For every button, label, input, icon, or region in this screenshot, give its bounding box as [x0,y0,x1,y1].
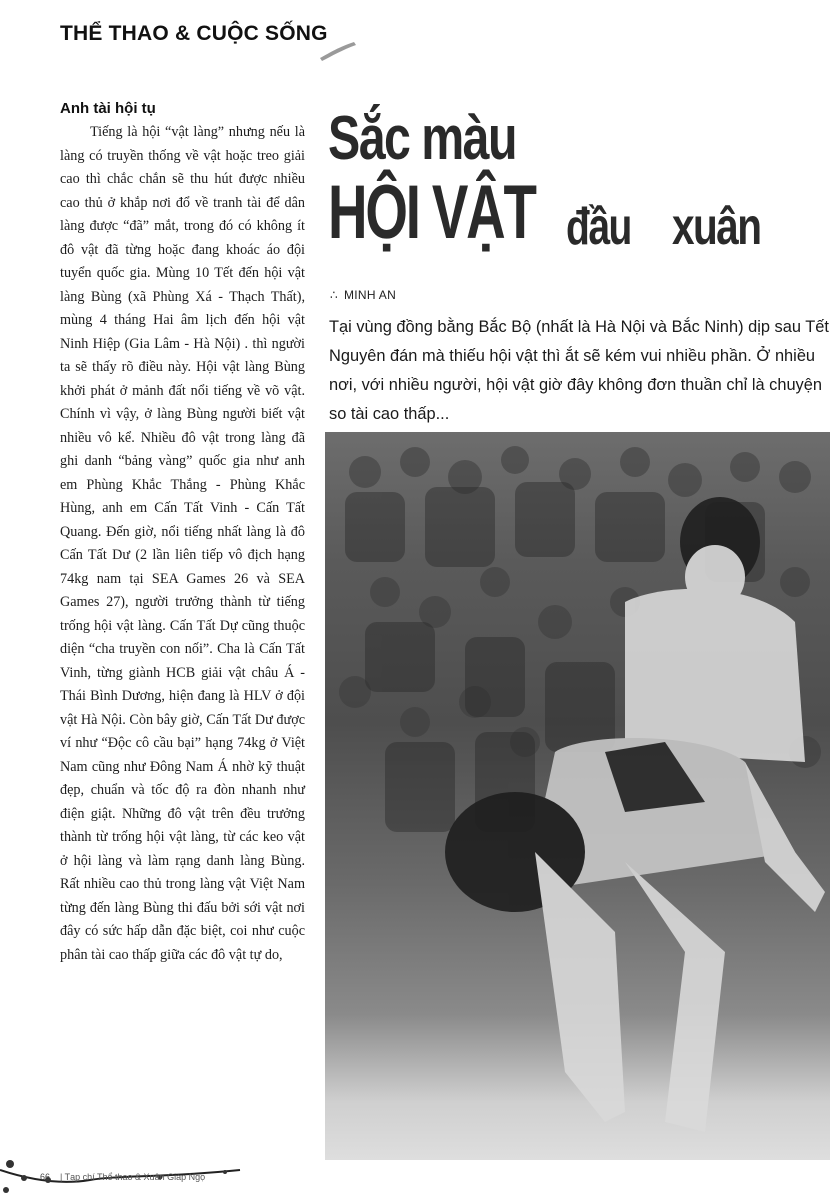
author-name: MINH AN [343,288,397,302]
title-line-1: Sắc màu [328,104,517,173]
body-text: Tiếng là hội “vật làng” nhưng nếu là làng có truyền thống về vật hoặc treo giải cao thì chắc chắn sẽ thu hút được nhiều cao thủ ở khắp nơi đổ về tranh tài để dân làng được “đã” mắt, trong đó có không ít đô vật đã từng hoặc đang khoác áo đội tuyển quốc gia. Mùng 10 Tết đến hội vật làng Bùng (xã Phùng Xá - Thạch Thất), mùng 4 tháng Hai âm lịch đến hội vật Ninh Hiệp (Gia Lâm - Hà Nội) . thì người ta sẽ thấy rõ điều này. Hội vật làng Bùng khởi phát ở mảnh đất nổi tiếng về võ vật. Chính vì vậy, ở làng Bùng người biết vật nhiều vô kể. Nhiều đô vật trong làng đã ghi danh “bảng vàng” quốc gia như anh em Phùng Khắc Thắng - Phùng Khắc Hùng, anh em Cấn Tất Vinh - Cấn Tất Quang. Đến giờ, nổi tiếng nhất làng là đô Cấn Tất Dư (2 lần liên tiếp vô địch hạng 74kg nam tại SEA Games 26 và SEA Games 27), người trưởng thành từ tiếng trống hội vật làng. Cấn Tất Dự cũng thuộc diện “cha truyền con nối”. Cha là Cấn Tất Vinh, từng giành HCB giải vật châu Á - Thái Bình Dương, hiện đang là HLV ở đội vật Hà Nội. Còn bây giờ, Cấn Tất Dư được ví như “Độc cô cầu bại” hạng 74kg ở Việt Nam cũng như Đông Nam Á nhờ kỹ thuật đẹp, chuẩn và tốc độ ra đòn nhanh như điện giật. Những đô vật trên đều trưởng thành từ trống hội vật làng, từ các keo vật ở hội làng và làm rạng danh làng Bùng. Rất nhiều cao thủ trong làng vật Việt Nam từng đến làng Bùng thi đấu bởi sới vật nơi đây có sức hấp dẫn đặc biệt, coi như cuộc phân tài cao thấp giữa các đô vật tự do, [60,124,305,963]
section-header: THỂ THAO & CUỘC SỐNG [60,22,328,45]
title-xuan: xuân [672,198,761,256]
publication-footer: | Tạp chí Thể thao & Xuân Giáp Ngọ [60,1172,206,1182]
left-column [60,100,305,967]
title-dau: đầu [566,198,631,256]
page-number: 66 [40,1172,51,1182]
brush-stroke-icon [318,40,358,62]
wrestling-photo-illustration [325,432,830,1160]
title-line-2 [328,170,818,273]
article-title [328,104,818,273]
title-hoi-vat: HỘI VẬT [328,170,535,255]
subhead: Anh tài hội tụ [60,100,156,117]
lead-paragraph: Tại vùng đồng bằng Bắc Bộ (nhất là Hà Nội và Bắc Ninh) dịp sau Tết Nguyên đán mà thiếu hội vật thì ắt sẽ kém vui nhiều phần. Ở nhiều nơi, với nhiều người, hội vật giờ đây không đơn thuần chỉ là chuyện so tài cao thấp... [329,318,829,423]
wrestling-photo [325,432,830,1160]
byline-mark: ∴ [330,288,338,302]
byline [330,288,396,302]
